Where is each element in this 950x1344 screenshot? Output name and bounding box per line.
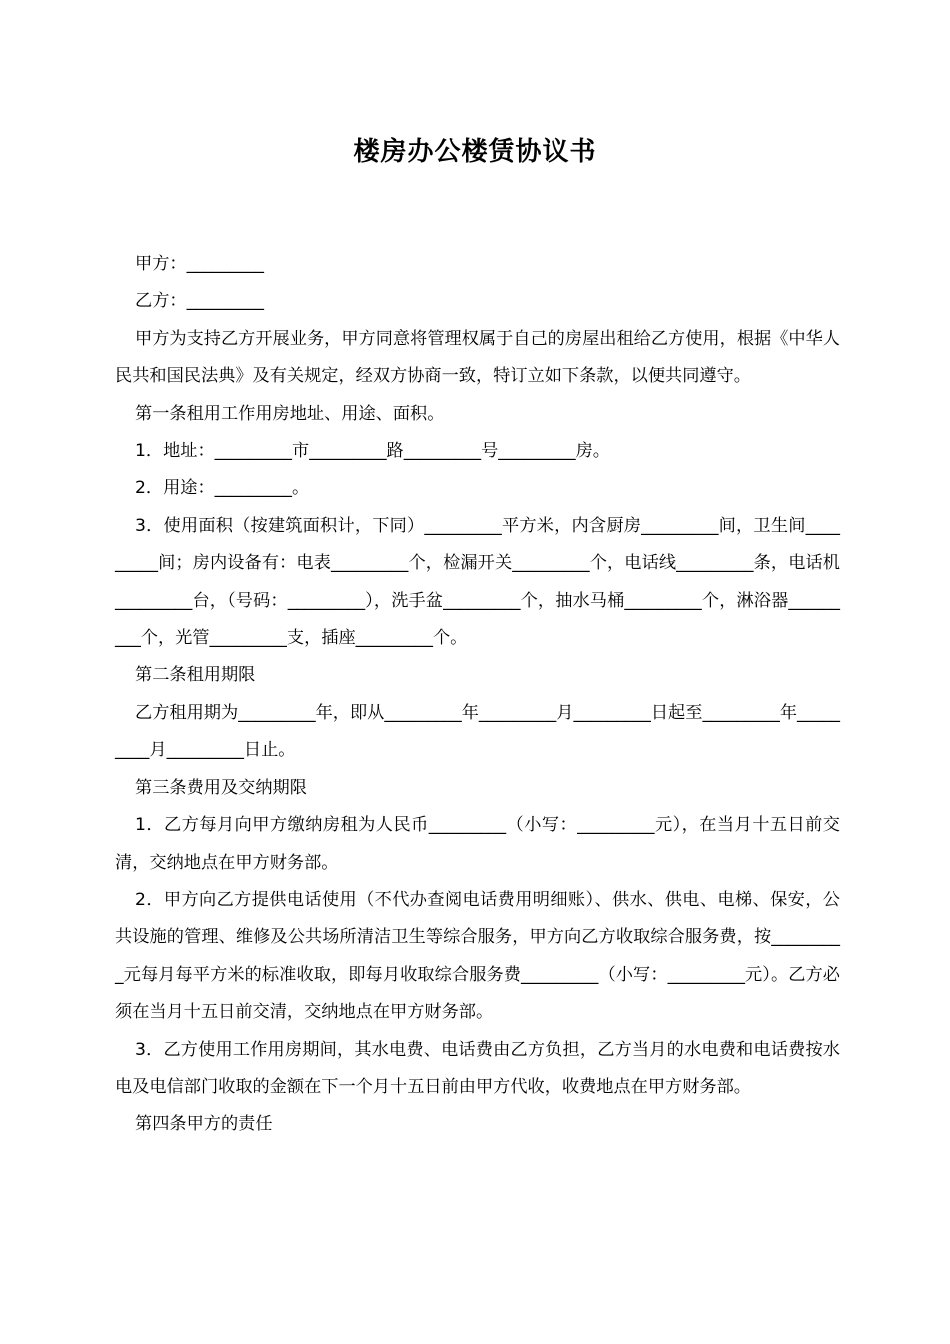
party-b-line: 乙方：_________ bbox=[135, 291, 264, 312]
document-body bbox=[115, 246, 840, 1144]
article-3-item-rent: 1．乙方每月向甲方缴纳房租为人民币_________（小写：_________元），在当月十五日前交清，交纳地点在甲方财务部。 bbox=[115, 815, 840, 873]
article-3-heading: 第三条费用及交纳期限 bbox=[135, 777, 307, 798]
article-2-term-paragraph: 乙方租用期为_________年，即从_________年_________月_________日起至_________年_________月_________日止。 bbox=[115, 702, 840, 761]
article-3-item-utilities: 3．乙方使用工作用房期间，其水电费、电话费由乙方负担，乙方当月的水电费和电话费按水电及电信部门收取的金额在下一个月十五日前由甲方代收，收费地点在甲方财务部。 bbox=[115, 1039, 840, 1097]
article-2-heading: 第二条租用期限 bbox=[135, 665, 256, 686]
article-3-item-service-fee: 2．甲方向乙方提供电话使用（不代办查阅电话费用明细账）、供水、供电、电梯、保安，公共设施的管理、维修及公共场所清洁卫生等综合服务，甲方向乙方收取综合服务费，按_________元每月每平方米的标准收取，即每月收取综合服务费_________（小写：_________元）。乙方必须在当月十五日前交清，交纳地点在甲方财务部。 bbox=[115, 889, 840, 1023]
article-1-item-area: 3．使用面积（按建筑面积计，下同）_________平方米，内含厨房_________间，卫生间_________间；房内设备有：电表_________个，检漏开关_________个，电话线_________条，电话机_________台，（号码：_________），洗手盆_________个，抽水马桶_________个，淋浴器_________个，光管_________支，插座_________个。 bbox=[115, 515, 840, 649]
article-1-item-address: 1．地址：_________市_________路_________号_________房。 bbox=[135, 441, 610, 462]
preamble-paragraph: 甲方为支持乙方开展业务，甲方同意将管理权属于自己的房屋出租给乙方使用，根据《中华人民共和国民法典》及有关规定，经双方协商一致，特订立如下条款，以便共同遵守。 bbox=[115, 328, 840, 387]
article-1-heading: 第一条租用工作用房地址、用途、面积。 bbox=[135, 403, 445, 424]
article-4-heading: 第四条甲方的责任 bbox=[135, 1114, 273, 1135]
article-1-item-purpose: 2．用途：_________。 bbox=[135, 478, 310, 499]
party-a-line: 甲方：_________ bbox=[135, 254, 264, 274]
document-title: 楼房办公楼赁协议书 bbox=[353, 137, 597, 167]
